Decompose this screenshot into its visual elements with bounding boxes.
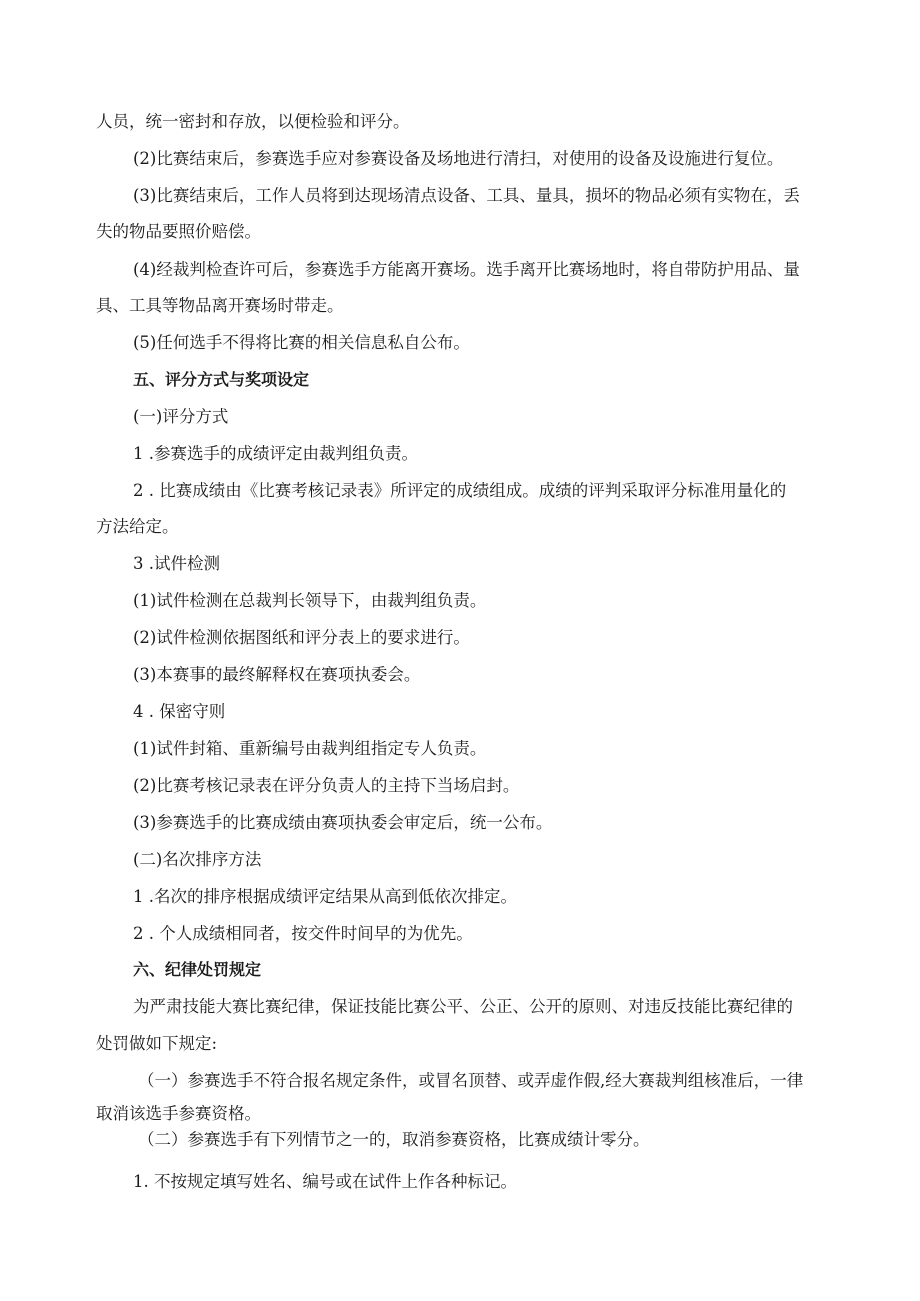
paragraph-line: 具、工具等物品离开赛场时带走。 [96, 296, 344, 315]
subsection-heading: (二)名次排序方法 [133, 850, 262, 869]
subsection-heading: (一)评分方式 [133, 407, 229, 426]
paragraph-line: 1. 不按规定填写姓名、编号或在试件上作各种标记。 [133, 1172, 517, 1191]
paragraph-line: 取消该选手参赛资格。 [96, 1104, 261, 1123]
paragraph-line: 4 . 保密守则 [133, 702, 226, 721]
paragraph-line: 1 .参赛选手的成绩评定由裁判组负责。 [133, 444, 418, 463]
paragraph-line: (2)比赛考核记录表在评分负责人的主持下当场启封。 [133, 776, 520, 795]
paragraph-line: 2 . 个人成绩相同者，按交件时间早的为优先。 [133, 924, 473, 943]
paragraph-line: (5)任何选手不得将比赛的相关信息私自公布。 [133, 333, 470, 352]
section-heading: 六、纪律处罚规定 [133, 960, 262, 979]
paragraph-line: 失的物品要照价赔偿。 [96, 222, 261, 241]
paragraph-line: 3 .试件检测 [133, 554, 220, 573]
paragraph-line: (3)比赛结束后，工作人员将到达现场清点设备、工具、量具，损坏的物品必须有实物在，丢 [133, 186, 800, 205]
paragraph-line: (1)试件封箱、重新编号由裁判组指定专人负责。 [133, 739, 487, 758]
paragraph-line: 处罚做如下规定: [96, 1034, 218, 1053]
paragraph-line: 2 . 比赛成绩由《比赛考核记录表》所评定的成绩组成。成绩的评判采取评分标准用量化的 [133, 481, 787, 500]
paragraph-line: （一）参赛选手不符合报名规定条件，或冒名顶替、或弄虚作假,经大赛裁判组核准后，一律 [138, 1071, 804, 1090]
paragraph-line: 1 .名次的排序根据成绩评定结果从高到低依次排定。 [133, 887, 517, 906]
paragraph-line: (3)本赛事的最终解释权在赛项执委会。 [133, 665, 421, 684]
paragraph-line: 方法给定。 [96, 517, 179, 536]
paragraph-line: 为严肃技能大赛比赛纪律，保证技能比赛公平、公正、公开的原则、对违反技能比赛纪律的 [133, 997, 793, 1016]
paragraph-line: 人员，统一密封和存放，以便检验和评分。 [96, 112, 410, 131]
paragraph-line: (1)试件检测在总裁判长领导下，由裁判组负责。 [133, 591, 487, 610]
paragraph-line: (3)参赛选手的比赛成绩由赛项执委会审定后，统一公布。 [133, 813, 553, 832]
paragraph-line: (2)试件检测依据图纸和评分表上的要求进行。 [133, 628, 470, 647]
paragraph-line: （二）参赛选手有下列情节之一的，取消参赛资格，比赛成绩计零分。 [138, 1130, 650, 1149]
paragraph-line: (4)经裁判检查许可后，参赛选手方能离开赛场。选手离开比赛场地时，将自带防护用品、量 [133, 260, 800, 279]
section-heading: 五、评分方式与奖项设定 [133, 370, 310, 389]
paragraph-line: (2)比赛结束后，参赛选手应对参赛设备及场地进行清扫，对使用的设备及设施进行复位。 [133, 149, 784, 168]
